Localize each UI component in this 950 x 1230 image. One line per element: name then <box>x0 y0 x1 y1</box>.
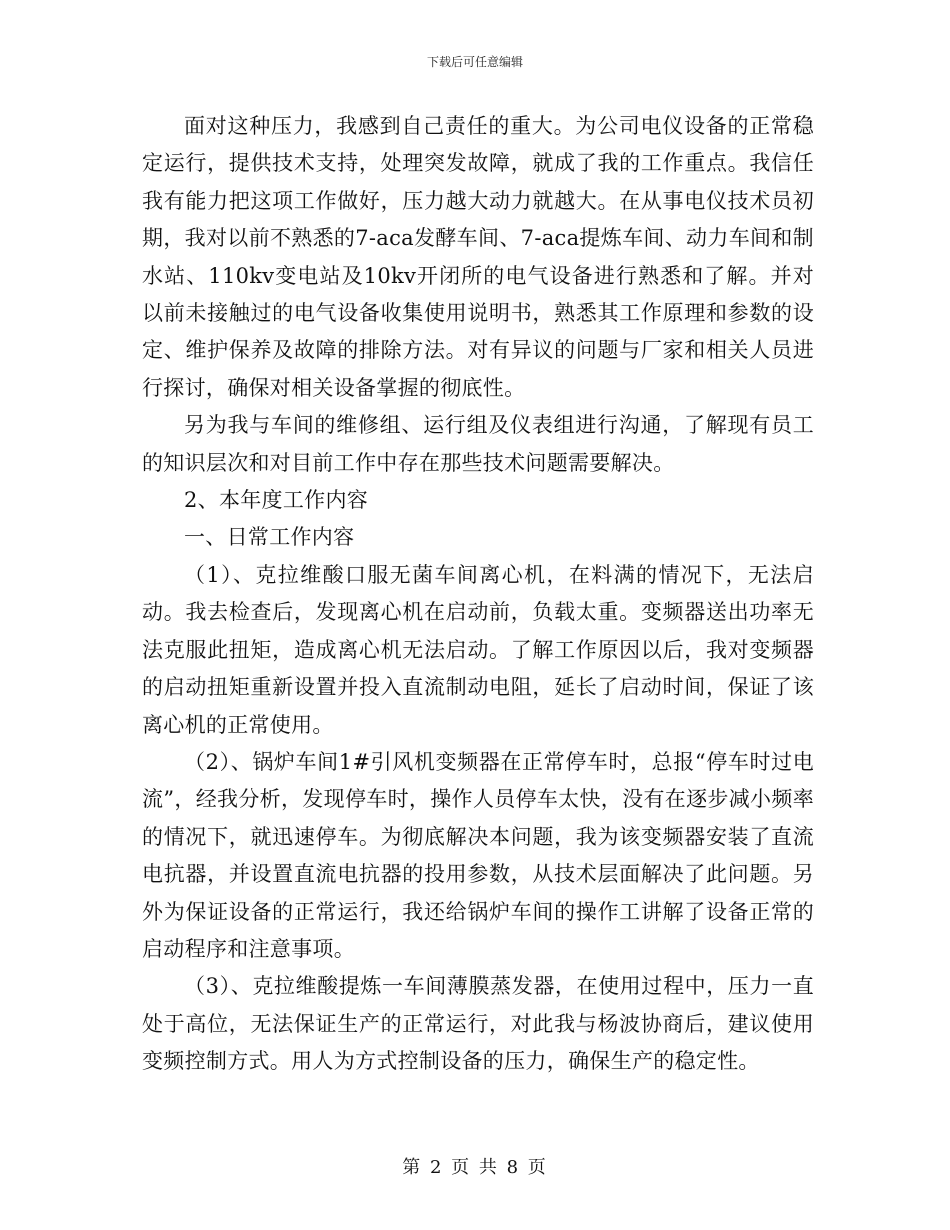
paragraph-pressure-responsibility: 面对这种压力，我感到自己责任的重大。为公司电仪设备的正常稳定运行，提供技术支持，处理突发故障，就成了我的工作重点。我信任我有能力把这项工作做好，压力越大动力就越大。在从事电仪技术员初期，我对以前不熟悉的7-aca发酵车间、7-aca提炼车间、动力车间和制水站、110kv变电站及10kv开闭所的电气设备进行熟悉和了解。并对以前未接触过的电气设备收集使用说明书，熟悉其工作原理和参数的设定、维护保养及故障的排除方法。对有异议的问题与厂家和相关人员进行探讨，确保对相关设备掌握的彻底性。 <box>142 114 814 400</box>
page-header: 下载后可任意编辑 <box>426 55 523 69</box>
paragraph-team-communication: 另为我与车间的维修组、运行组及仪表组进行沟通，了解现有员工的知识层次和对目前工作中存在那些技术问题需要解决。 <box>142 413 814 475</box>
paragraph-item-1-centrifuge: （1）、克拉维酸口服无菌车间离心机，在料满的情况下，无法启动。我去检查后，发现离心机在启动前，负载太重。变频器送出功率无法克服此扭矩，造成离心机无法启动。了解工作原因以后，我对变频器的启动扭矩重新设置并投入直流制动电阻，延长了启动时间，保证了该离心机的正常使用。 <box>142 562 814 737</box>
paragraph-item-2-boiler-fan: （2）、锅炉车间1#引风机变频器在正常停车时，总报“停车时过电流”，经我分析，发现停车时，操作人员停车太快，没有在逐步减小频率的情况下，就迅速停车。为彻底解决本问题，我为该变频器安装了直流电抗器，并设置直流电抗器的投用参数，从技术层面解决了此问题。另外为保证设备的正常运行，我还给锅炉车间的操作工讲解了设备正常的启动程序和注意事项。 <box>142 749 814 961</box>
subsection-heading-daily-work: 一、日常工作内容 <box>184 525 355 550</box>
page-footer-page-number: 第 2 页 共 8 页 <box>402 1157 548 1178</box>
paragraph-item-3-evaporator: （3）、克拉维酸提炼一车间薄膜蒸发器，在使用过程中，压力一直处于高位，无法保证生产的正常运行，对此我与杨波协商后，建议使用变频控制方式。用人为方式控制设备的压力，确保生产的稳定性。 <box>142 974 814 1074</box>
document-body <box>142 108 814 1081</box>
section-heading-annual-work: 2、本年度工作内容 <box>184 488 369 513</box>
